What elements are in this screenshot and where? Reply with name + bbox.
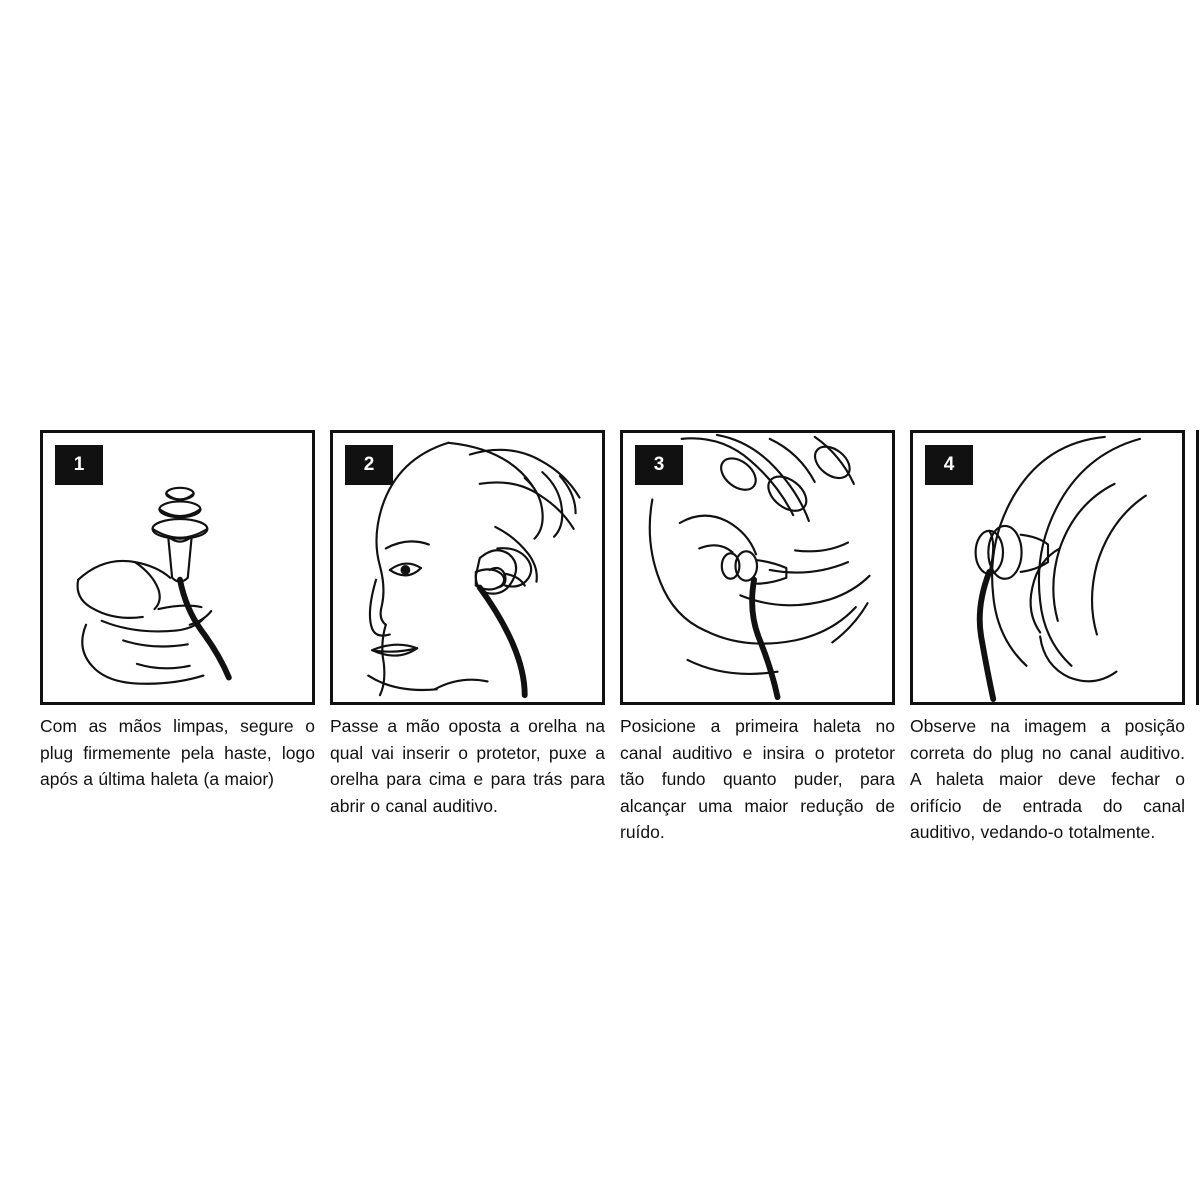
step-4-caption: Observe na imagem a posição correta do plug no canal auditivo. A haleta maior deve fechar o orifício de entrada do canal auditivo, vedando-o totalmente. bbox=[910, 716, 1185, 843]
step-4 bbox=[910, 430, 1200, 846]
step-2-panel bbox=[330, 430, 605, 705]
step-4-panel bbox=[910, 430, 1185, 705]
step-1-number-badge: 1 bbox=[55, 445, 103, 485]
step-3-panel bbox=[620, 430, 895, 705]
step-3-number-badge: 3 bbox=[635, 445, 683, 485]
step-2-caption: Passe a mão oposta a orelha na qual vai inserir o protetor, puxe a orelha para cima e para trás para abrir o canal auditivo. bbox=[330, 716, 605, 816]
step-4-number-badge: 4 bbox=[925, 445, 973, 485]
step-1-caption: Com as mãos limpas, segure o plug firmemente pela haste, logo após a última haleta (a maior) bbox=[40, 716, 315, 790]
step-3 bbox=[620, 430, 910, 846]
steps-row bbox=[40, 430, 1200, 846]
step-1 bbox=[40, 430, 330, 793]
panel-edge-sliver bbox=[1196, 430, 1200, 705]
step-2-number-badge: 2 bbox=[345, 445, 393, 485]
step-3-caption: Posicione a primeira haleta no canal auditivo e insira o protetor tão fundo quanto puder, para alcançar uma maior redução de ruído. bbox=[620, 716, 895, 843]
step-2 bbox=[330, 430, 620, 819]
step-1-panel bbox=[40, 430, 315, 705]
